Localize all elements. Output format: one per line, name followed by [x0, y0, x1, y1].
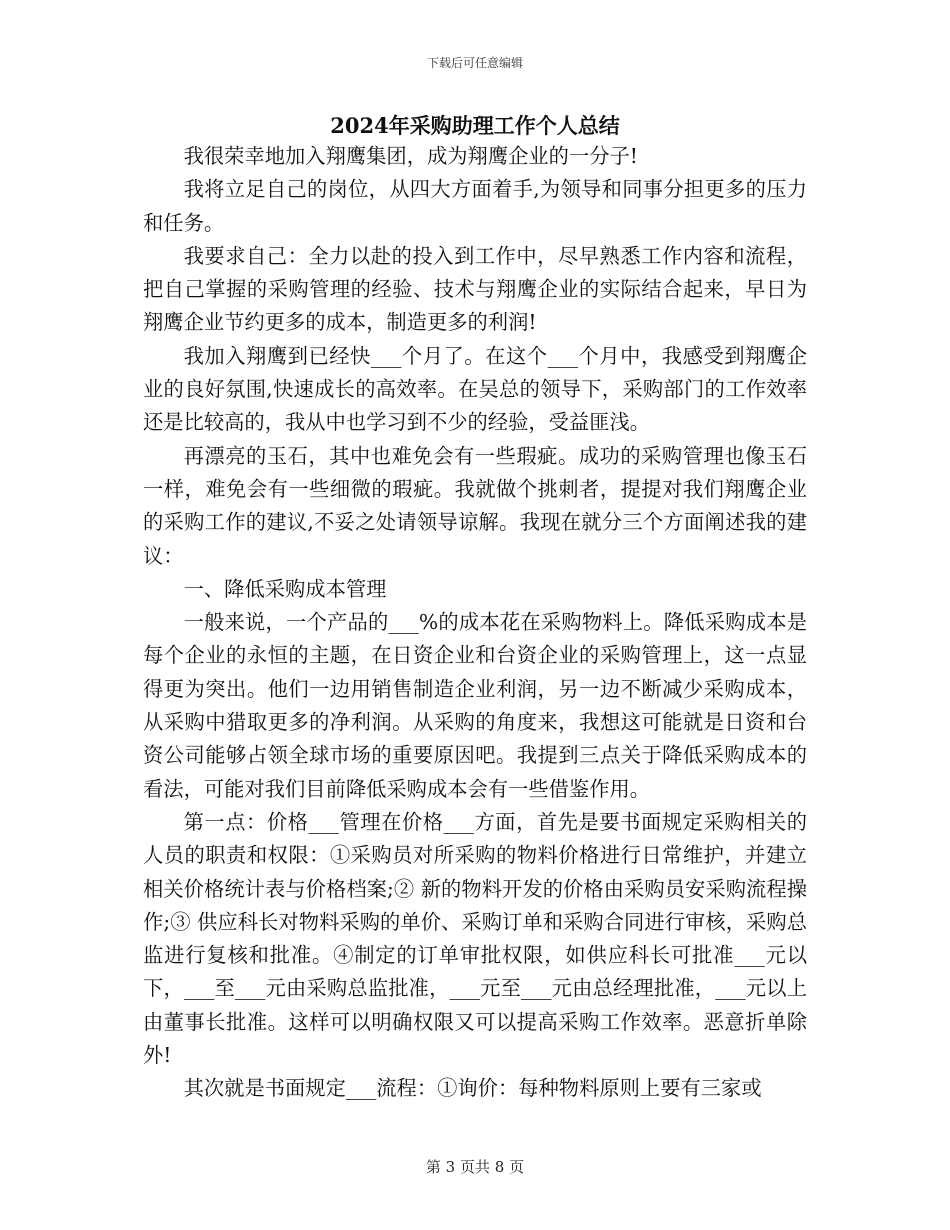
header-note: 下载后可任意编辑 [426, 56, 523, 70]
document-title: 2024年采购助理工作个人总结 [330, 113, 620, 138]
paragraph: 我将立足自己的岗位，从四大方面着手,为领导和同事分担更多的压力和任务。 [143, 177, 807, 235]
paragraph: 我要求自己：全力以赴的投入到工作中，尽早熟悉工作内容和流程，把自己掌握的采购管理的经验、技术与翔鹰企业的实际结合起来，早日为翔鹰企业节约更多的成本，制造更多的利润! [143, 243, 807, 335]
paragraph: 我加入翔鹰到已经快___个月了。在这个___个月中，我感受到翔鹰企业的良好氛围,快速成长的高效率。在吴总的领导下，采购部门的工作效率还是比较高的，我从中也学习到不少的经验，受益匪浅。 [143, 343, 807, 435]
paragraph: 再漂亮的玉石，其中也难免会有一些瑕疵。成功的采购管理也像玉石一样，难免会有一些细微的瑕疵。我就做个挑刺者，提提对我们翔鹰企业的采购工作的建议,不妥之处请领导谅解。我现在就分三个方面阐述我的建议： [143, 443, 807, 568]
page-number: 第 3 页共 8 页 [425, 1158, 525, 1176]
paragraph: 第一点：价格___管理在价格___方面，首先是要书面规定采购相关的人员的职责和权限：①采购员对所采购的物料价格进行日常维护，并建立相关价格统计表与价格档案;② 新的物料开发的价格由采购员安采购流程操作;③ 供应科长对物料采购的单价、采购订单和采购合同进行审核，采购总监进行复核和批准。④制定的订单审批权限，如供应科长可批准___元以下，___至___元由采购总监批准，___元至___元由总经理批准，___元以上由董事长批准。这样可以明确权限又可以提高采购工作效率。恶意折单除外! [143, 809, 807, 1068]
paragraph: 一般来说，一个产品的___%的成本花在采购物料上。降低采购成本是每个企业的永恒的主题，在日资企业和台资企业的采购管理上，这一点显得更为突出。他们一边用销售制造企业利润，另一边不断减少采购成本，从采购中猎取更多的净利润。从采购的角度来，我想这可能就是日资和台资公司能够占领全球市场的重要原因吧。我提到三点关于降低采购成本的看法，可能对我们目前降低采购成本会有一些借鉴作用。 [143, 610, 807, 801]
paragraph: 我很荣幸地加入翔鹰集团，成为翔鹰企业的一分子! [183, 144, 638, 168]
section-heading: 一、降低采购成本管理 [183, 576, 387, 601]
paragraph: 其次就是书面规定___流程：①询价：每种物料原则上要有三家或 [183, 1076, 762, 1101]
document-body [143, 140, 807, 1106]
